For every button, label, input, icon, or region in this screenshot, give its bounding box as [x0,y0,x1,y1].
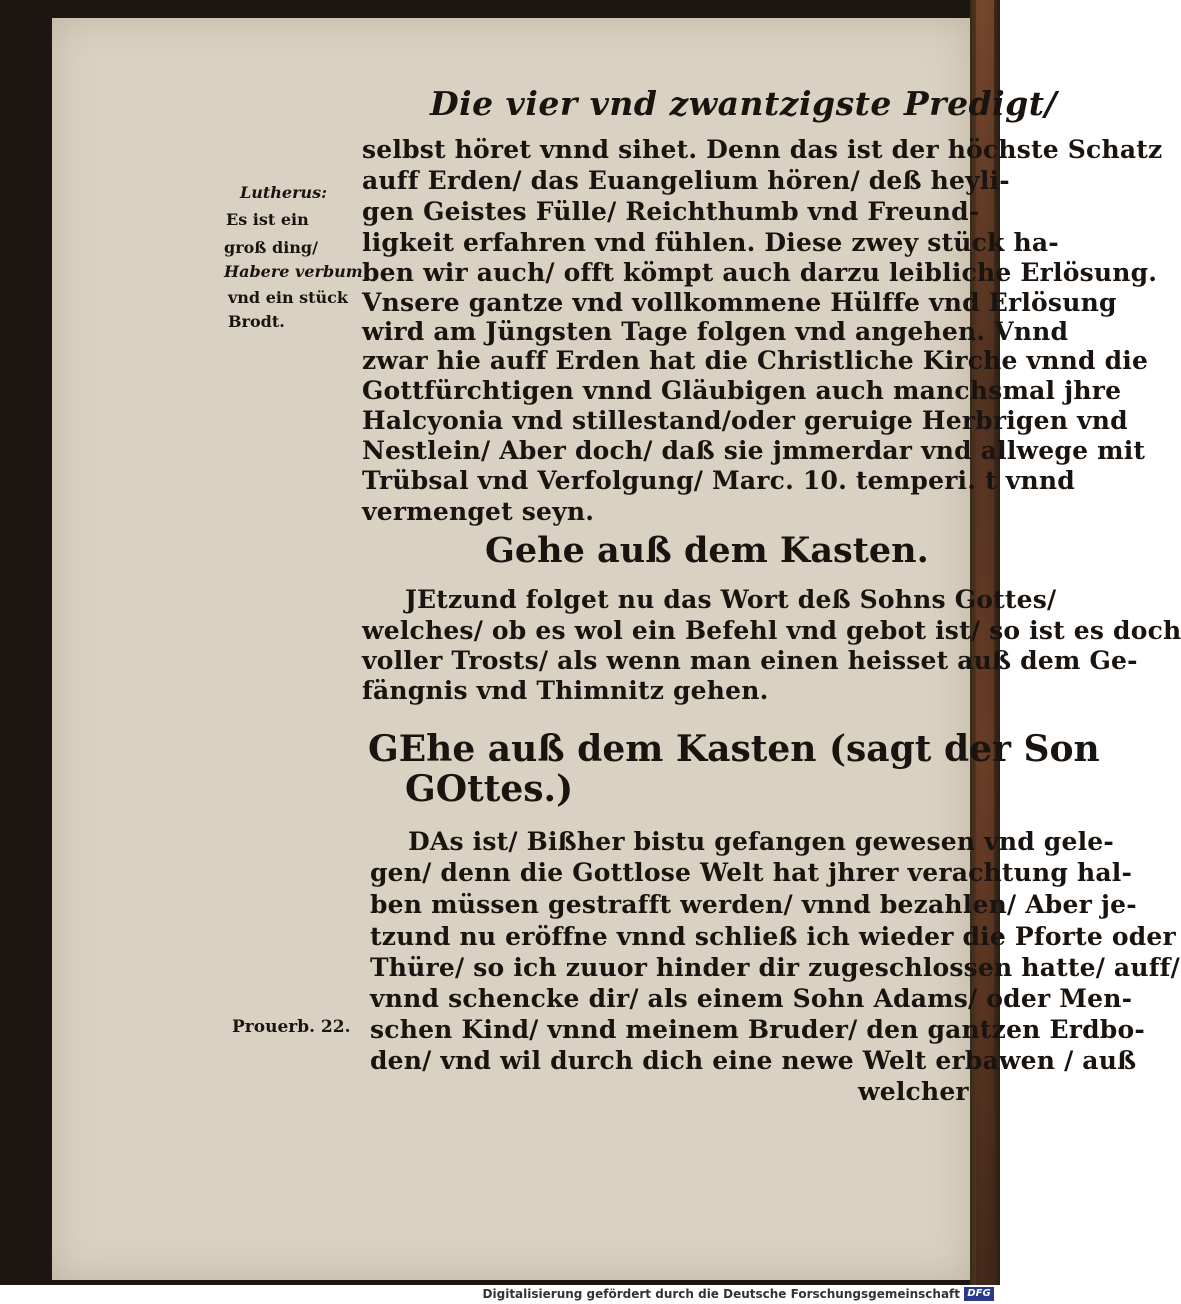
text-line: welches/ ob es wol ein Befehl vnd gebot ist/ so ist es doch [362,616,1181,645]
text-line: tzund nu eröffne vnnd schließ ich wieder die Pforte oder [370,922,1176,951]
margin-note-line: vnd ein stück [228,288,349,307]
margin-note-line: groß ding/ [224,238,318,257]
text-line: gen Geistes Fülle/ Reichthumb vnd Freund- [362,197,980,226]
section-heading: GEhe auß dem Kasten (sagt der Son [368,728,1100,770]
text-line: voller Trosts/ als wenn man einen heisset auß dem Ge- [362,646,1138,675]
text-line: Thüre/ so ich zuuor hinder dir zugeschlossen hatte/ auff/ [370,953,1180,982]
text-line: Halcyonia vnd stillestand/oder geruige Herbrigen vnd [362,406,1128,435]
text-line: ligkeit erfahren vnd fühlen. Diese zwey stück ha- [362,228,1059,257]
text-line: JEtzund folget nu das Wort deß Sohns Gottes/ [405,585,1057,614]
margin-note-line: Es ist ein [226,210,309,229]
text-line: Vnsere gantze vnd vollkommene Hülffe vnd Erlösung [362,288,1117,317]
text-line: auff Erden/ das Euangelium hören/ deß heyli- [362,166,1010,195]
text-line: fängnis vnd Thimnitz gehen. [362,676,769,705]
dfg-logo: DFG [964,1287,994,1301]
text-line: Nestlein/ Aber doch/ daß sie jmmerdar vnd allwege mit [362,436,1146,465]
footer-bar [0,1285,1000,1304]
text-line: Gottfürchtigen vnnd Gläubigen auch manchsmal jhre [362,376,1122,405]
running-head: Die vier vnd zwantzigste Predigt/ [430,84,1058,123]
margin-note-lutherus: Lutherus: [240,183,328,202]
footer-credit: Digitalisierung gefördert durch die Deutsche Forschungsgemeinschaft [482,1287,960,1301]
text-line: schen Kind/ vnnd meinem Bruder/ den gantzen Erdbo- [370,1015,1145,1044]
text-line: wird am Jüngsten Tage folgen vnd angehen. Vnnd [362,317,1069,346]
text-line: den/ vnd wil durch dich eine newe Welt erbawen / auß [370,1046,1137,1075]
text-line: gen/ denn die Gottlose Welt hat jhrer verachtung hal- [370,858,1133,887]
margin-note-proverb: Prouerb. 22. [232,1017,351,1037]
text-line: zwar hie auff Erden hat die Christliche Kirche vnnd die [362,346,1149,375]
text-line: vermenget seyn. [362,497,595,526]
catchword: welcher [858,1077,969,1106]
text-line: DAs ist/ Bißher bistu gefangen gewesen vnd gele- [408,827,1114,856]
text-line: Trübsal vnd Verfolgung/ Marc. 10. temperi. t vnnd [362,466,1075,495]
text-line: vnnd schencke dir/ als einem Sohn Adams/ oder Men- [370,984,1133,1013]
text-line: ben müssen gestrafft werden/ vnnd bezahlen/ Aber je- [370,890,1137,919]
section-heading: GOttes.) [405,768,574,810]
text-line: selbst höret vnnd sihet. Denn das ist der höchste Schatz [362,135,1163,164]
section-heading: Gehe auß dem Kasten. [485,530,929,571]
margin-note-line: Brodt. [228,312,285,331]
text-line: ben wir auch/ offt kömpt auch darzu leibliche Erlösung. [362,258,1158,287]
margin-note-line: Habere verbum [224,262,363,281]
